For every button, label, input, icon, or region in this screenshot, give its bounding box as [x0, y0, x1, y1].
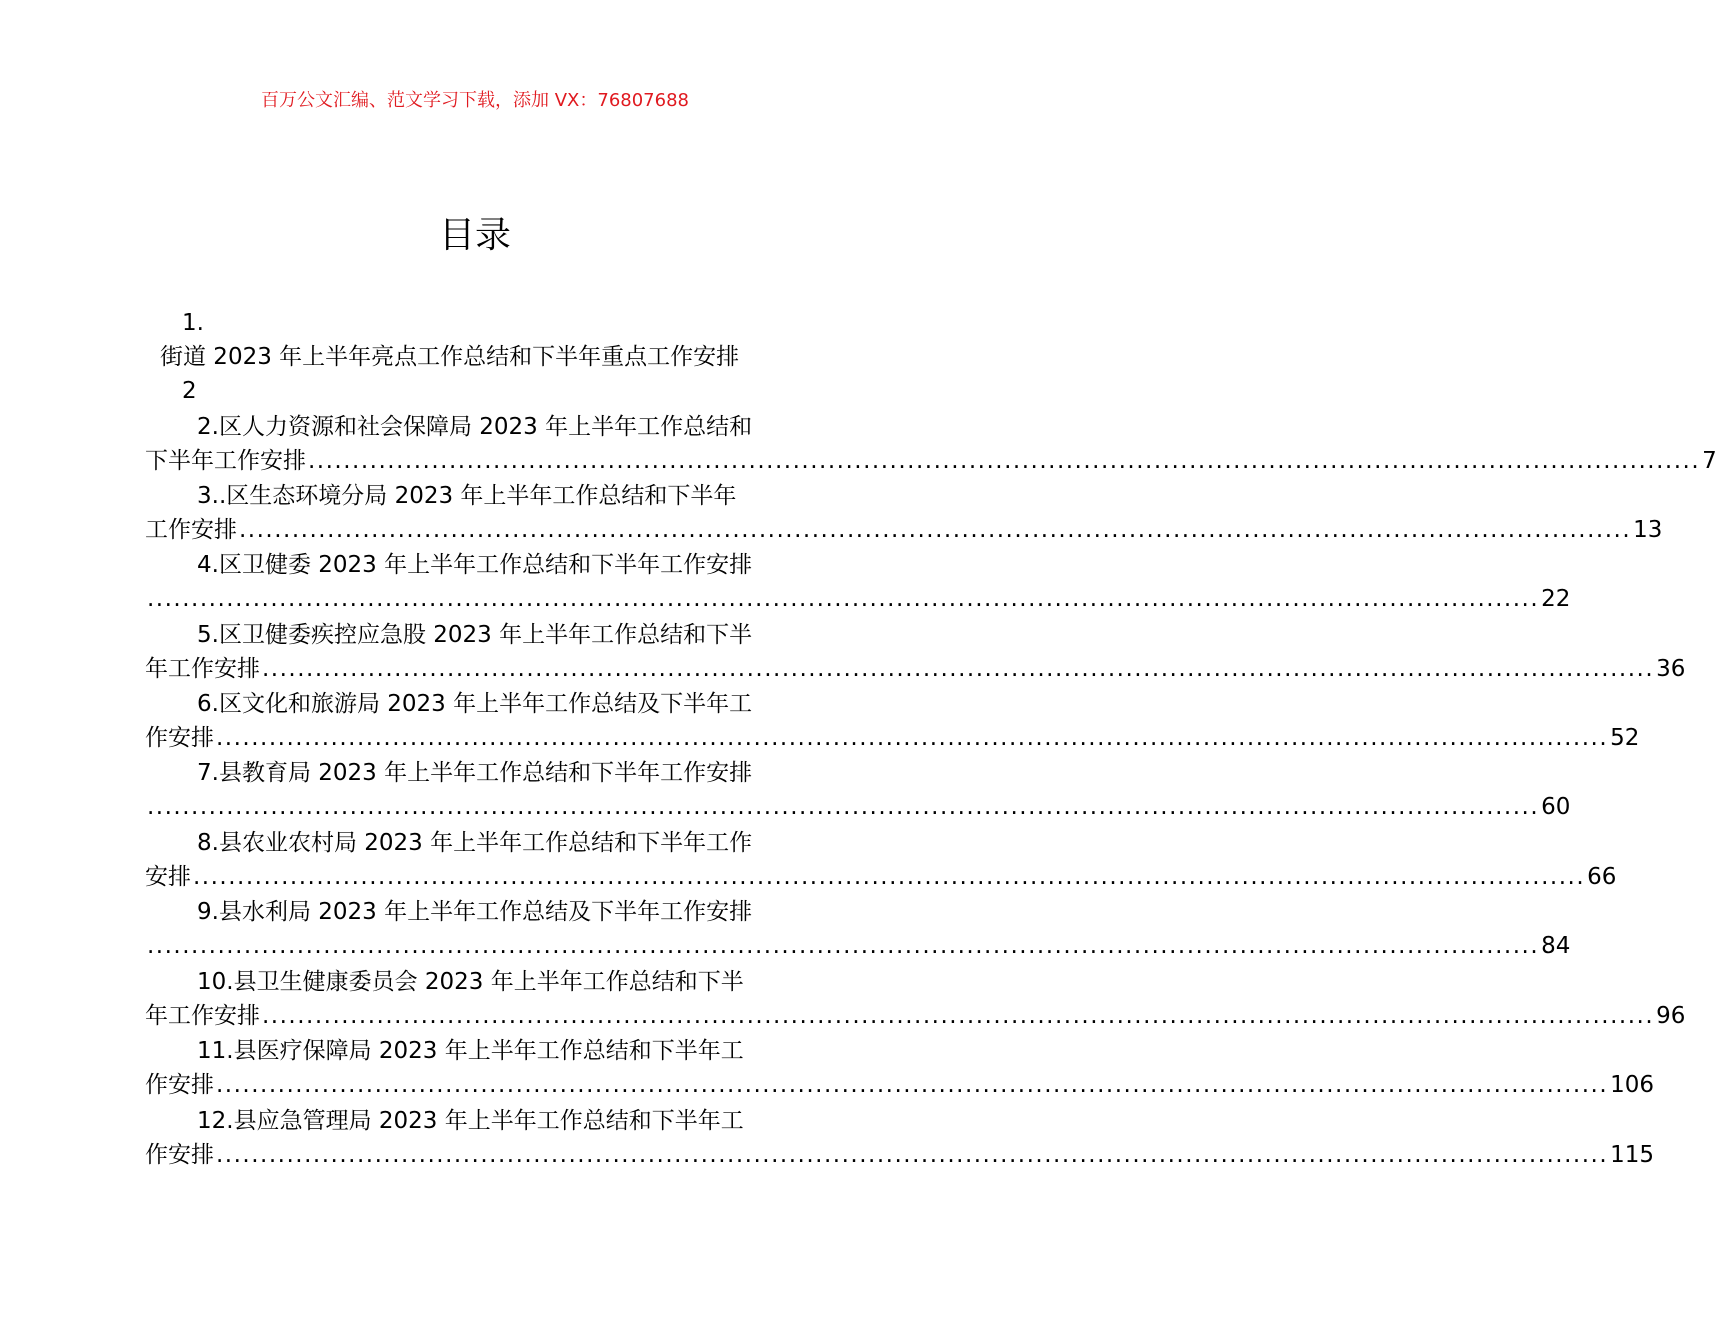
toc-entry-8-line1[interactable]: 8.县农业农村局 2023 年上半年工作总结和下半年工作 [197, 830, 753, 856]
toc-entry-6-leader-line[interactable] [145, 721, 1640, 755]
toc-leader-dots: .............................................................................................................................................................. [193, 864, 1586, 890]
toc-entry-1-page[interactable]: 2 [182, 378, 197, 404]
toc-entry-5-page: 36 [1656, 656, 1686, 682]
toc-entry-4-line1[interactable]: 4.区卫健委 2023 年上半年工作总结和下半年工作安排 [197, 552, 753, 578]
toc-entry-7-page: 60 [1541, 794, 1571, 820]
toc-entry-10-page: 96 [1656, 1003, 1686, 1029]
toc-entry-10-leader-line[interactable] [145, 999, 1686, 1033]
toc-entry-11-leader-line[interactable] [145, 1068, 1655, 1102]
toc-entry-11-page: 106 [1610, 1072, 1655, 1098]
toc-entry-8-page: 66 [1587, 864, 1617, 890]
toc-entry-12-leader-line[interactable] [145, 1138, 1655, 1172]
toc-entry-8-line2: 安排 [145, 864, 191, 890]
toc-leader-dots: .............................................................................................................................................................. [239, 517, 1632, 543]
toc-entry-3-page: 13 [1633, 517, 1663, 543]
toc-entry-7-leader-line[interactable] [145, 790, 1571, 824]
toc-entry-2-leader-line[interactable] [145, 444, 1717, 478]
toc-leader-dots: .............................................................................................................................................................. [147, 794, 1540, 820]
toc-entry-6-page: 52 [1610, 725, 1640, 751]
toc-entry-3-line2: 工作安排 [145, 517, 237, 543]
toc-leader-dots: .............................................................................................................................................................. [216, 725, 1609, 751]
toc-entry-11-line1[interactable]: 11.县医疗保障局 2023 年上半年工作总结和下半年工 [197, 1038, 744, 1064]
toc-entry-12-page: 115 [1610, 1142, 1655, 1168]
toc-entry-6-line1[interactable]: 6.区文化和旅游局 2023 年上半年工作总结及下半年工 [197, 691, 753, 717]
toc-entry-8-leader-line[interactable] [145, 860, 1617, 894]
toc-leader-dots: .............................................................................................................................................................. [147, 586, 1540, 612]
toc-entry-5-line2: 年工作安排 [145, 656, 260, 682]
toc-entry-2-line1[interactable]: 2.区人力资源和社会保障局 2023 年上半年工作总结和 [197, 414, 753, 440]
toc-entry-4-page: 22 [1541, 586, 1571, 612]
toc-entry-11-line2: 作安排 [145, 1072, 214, 1098]
toc-entry-12-line1[interactable]: 12.县应急管理局 2023 年上半年工作总结和下半年工 [197, 1108, 744, 1134]
toc-entry-12-line2: 作安排 [145, 1142, 214, 1168]
toc-entry-1-number: 1. [182, 310, 204, 336]
toc-entry-6-line2: 作安排 [145, 725, 214, 751]
toc-leader-dots: .............................................................................................................................................................. [262, 1003, 1655, 1029]
toc-entry-10-line2: 年工作安排 [145, 1003, 260, 1029]
toc-entry-3-line1[interactable]: 3..区生态环境分局 2023 年上半年工作总结和下半年 [197, 483, 737, 509]
header-note [0, 86, 950, 112]
toc-entry-2-line2: 下半年工作安排 [145, 448, 306, 474]
toc-leader-dots: .............................................................................................................................................................. [262, 656, 1655, 682]
toc-leader-dots: .............................................................................................................................................................. [147, 933, 1540, 959]
toc-leader-dots: .............................................................................................................................................................. [216, 1072, 1609, 1098]
toc-entry-2-page: 7 [1702, 448, 1717, 474]
toc-entry-5-line1[interactable]: 5.区卫健委疾控应急股 2023 年上半年工作总结和下半 [197, 622, 753, 648]
header-note-text: 百万公文汇编、范文学习下载，添加 VX：76807688 [261, 90, 689, 111]
toc-entry-10-line1[interactable]: 10.县卫生健康委员会 2023 年上半年工作总结和下半 [197, 969, 744, 995]
toc-entry-1-title[interactable]: 街道 2023 年上半年亮点工作总结和下半年重点工作安排 [160, 344, 740, 370]
toc-entry-7-line1[interactable]: 7.县教育局 2023 年上半年工作总结和下半年工作安排 [197, 760, 753, 786]
toc-entry-9-line1[interactable]: 9.县水利局 2023 年上半年工作总结及下半年工作安排 [197, 899, 753, 925]
toc-entry-3-leader-line[interactable] [145, 513, 1663, 547]
toc-entry-5-leader-line[interactable] [145, 652, 1686, 686]
toc-entry-9-page: 84 [1541, 933, 1571, 959]
toc-leader-dots: .............................................................................................................................................................. [308, 448, 1701, 474]
page-title: 目录 [438, 215, 511, 256]
toc-entry-9-leader-line[interactable] [145, 929, 1571, 963]
toc-leader-dots: .............................................................................................................................................................. [216, 1142, 1609, 1168]
toc-entry-4-leader-line[interactable] [145, 582, 1571, 616]
